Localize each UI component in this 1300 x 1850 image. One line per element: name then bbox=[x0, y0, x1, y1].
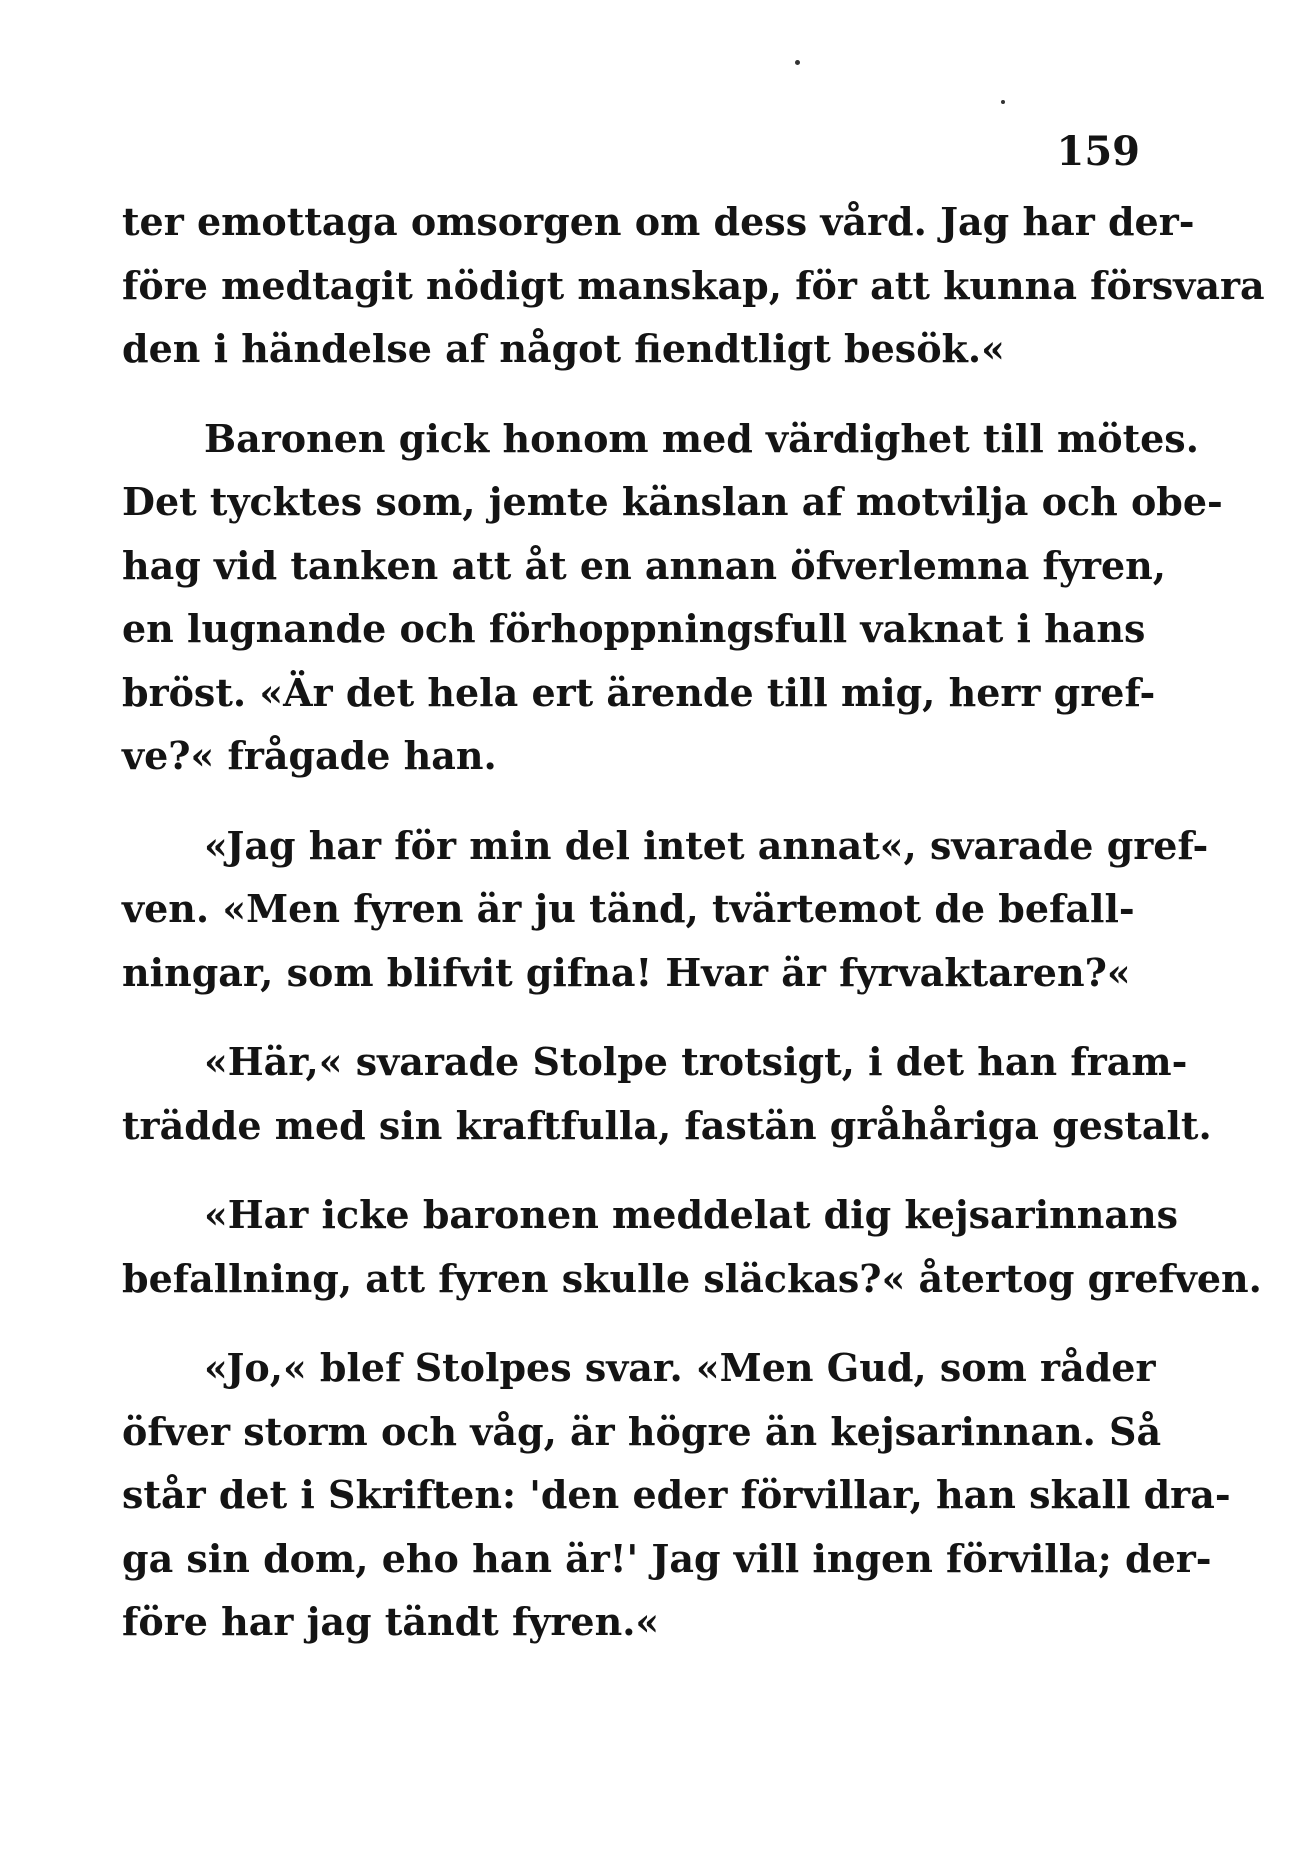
paragraph bbox=[122, 190, 1265, 381]
text-line: «Här,« svarade Stolpe trotsigt, i det han fram- bbox=[204, 1039, 1188, 1084]
text-line: den i händelse af något fiendtligt besök.« bbox=[122, 326, 1005, 371]
print-speck bbox=[1001, 100, 1005, 104]
paragraph bbox=[122, 814, 1209, 1005]
text-line: ven. «Men fyren är ju tänd, tvärtemot de befall- bbox=[122, 886, 1135, 931]
text-line: ter emottaga omsorgen om dess vård. Jag har der- bbox=[122, 199, 1195, 244]
page-number: 159 bbox=[1056, 128, 1140, 175]
text-line: trädde med sin kraftfulla, fastän gråhåriga gestalt. bbox=[122, 1102, 1212, 1148]
text-line: bröst. «Är det hela ert ärende till mig, herr gref- bbox=[122, 669, 1156, 715]
print-speck bbox=[795, 60, 800, 65]
text-line: Det tycktes som, jemte känslan af motvilja och obe- bbox=[122, 479, 1223, 524]
text-line: står det i Skriften: 'den eder förvillar, han skall dra- bbox=[122, 1472, 1231, 1517]
text-line: «Har icke baronen meddelat dig kejsarinnans bbox=[204, 1192, 1179, 1237]
text-line: «Jo,« blef Stolpes svar. «Men Gud, som råder bbox=[204, 1345, 1156, 1390]
text-line: befallning, att fyren skulle släckas?« återtog grefven. bbox=[122, 1255, 1262, 1301]
text-line: ga sin dom, eho han är!' Jag vill ingen förvilla; der- bbox=[122, 1535, 1212, 1581]
paragraph bbox=[122, 407, 1223, 788]
body-text bbox=[122, 190, 1265, 1680]
paragraph bbox=[122, 1030, 1212, 1157]
text-line: öfver storm och våg, är högre än kejsarinnan. Så bbox=[122, 1408, 1162, 1454]
text-line: en lugnande och förhoppningsfull vaknat i hans bbox=[122, 606, 1146, 651]
text-line: Baronen gick honom med värdighet till mötes. bbox=[204, 415, 1199, 461]
text-line: «Jag har för min del intet annat«, svarade gref- bbox=[204, 822, 1209, 868]
paragraph bbox=[122, 1183, 1262, 1310]
text-line: före har jag tändt fyren.« bbox=[122, 1599, 660, 1644]
text-line: hag vid tanken att åt en annan öfverlemna fyren, bbox=[122, 542, 1167, 588]
paragraph bbox=[122, 1336, 1231, 1654]
text-line: ve?« frågade han. bbox=[122, 733, 497, 778]
text-line: före medtagit nödigt manskap, för att kunna försvara bbox=[122, 262, 1265, 308]
text-line: ningar, som blifvit gifna! Hvar är fyrvaktaren?« bbox=[122, 949, 1131, 995]
